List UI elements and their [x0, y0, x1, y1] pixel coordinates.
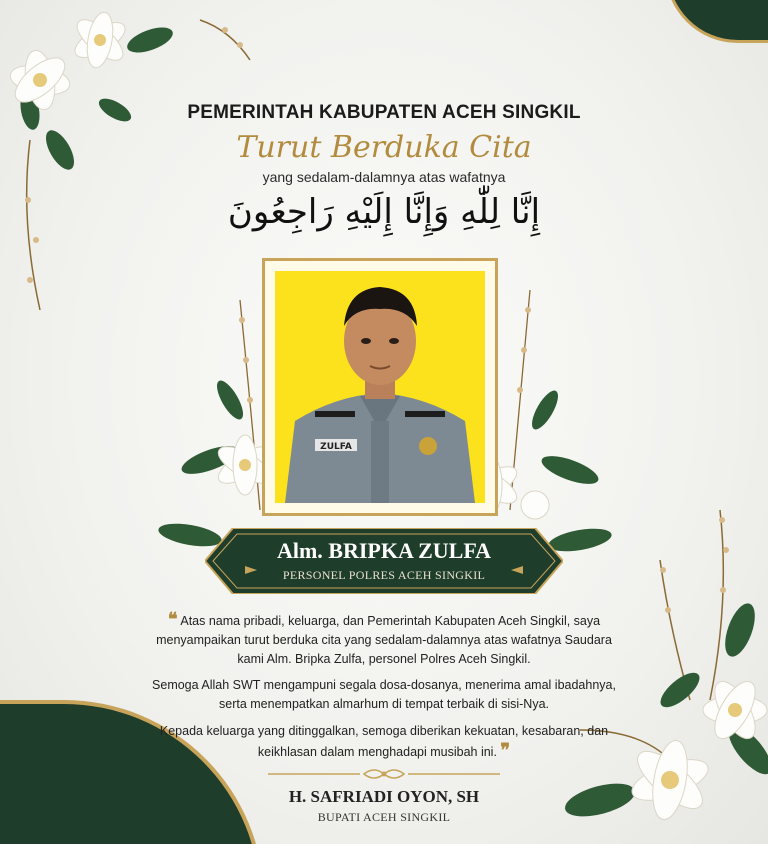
signatory-name: H. SAFRIADI OYON, SH	[288, 787, 480, 806]
open-quote-icon: ❝	[167, 609, 178, 629]
government-heading: PEMERINTAH KABUPATEN ACEH SINGKIL	[187, 102, 581, 123]
message-text-3: Kepada keluarga yang ditinggalkan, semoga diberikan kekuatan, kesabaran, dan keikhlasan dalam menghadapi musibah ini.	[159, 724, 609, 759]
condolence-script-title: Turut Berduka Cita	[236, 130, 532, 165]
message-text-1: Atas nama pribadi, keluarga, dan Pemerintah Kabupaten Aceh Singkil, saya menyampaikan turut berduka cita yang sedalam-dalamnya atas wafatnya Saudara kami Alm. Bripka Zulfa, personel Polres Aceh Singkil.	[156, 614, 612, 666]
corner-decoration-top-right	[665, 0, 768, 43]
message-text-2: Semoga Allah SWT mengampuni segala dosa-dosanya, menerima amal ibadahnya, serta menempatkan almarhum di tempat terbaik di sisi-Nya.	[152, 678, 616, 711]
condolence-subtitle: yang sedalam-dalamnya atas wafatnya	[262, 169, 506, 185]
close-quote-icon: ❞	[500, 740, 511, 760]
gold-ornament-divider-icon	[268, 766, 500, 782]
portrait-illustration	[275, 271, 485, 503]
signatory-title: BUPATI ACEH SINGKIL	[317, 810, 451, 824]
message-paragraph-1	[148, 610, 620, 669]
portrait-photo	[275, 271, 485, 503]
message-paragraph-2	[148, 676, 620, 714]
uniform-name-tag: ZULFA	[320, 442, 352, 452]
deceased-role: PERSONEL POLRES ACEH SINGKIL	[282, 568, 486, 582]
deceased-name: Alm. BRIPKA ZULFA	[276, 538, 492, 563]
message-paragraph-3	[148, 722, 620, 762]
arabic-verse: إِنَّا لِلّٰهِ وَإِنَّا إِلَيْهِ رَاجِعُونَ	[227, 192, 541, 232]
portrait-frame	[262, 258, 498, 516]
